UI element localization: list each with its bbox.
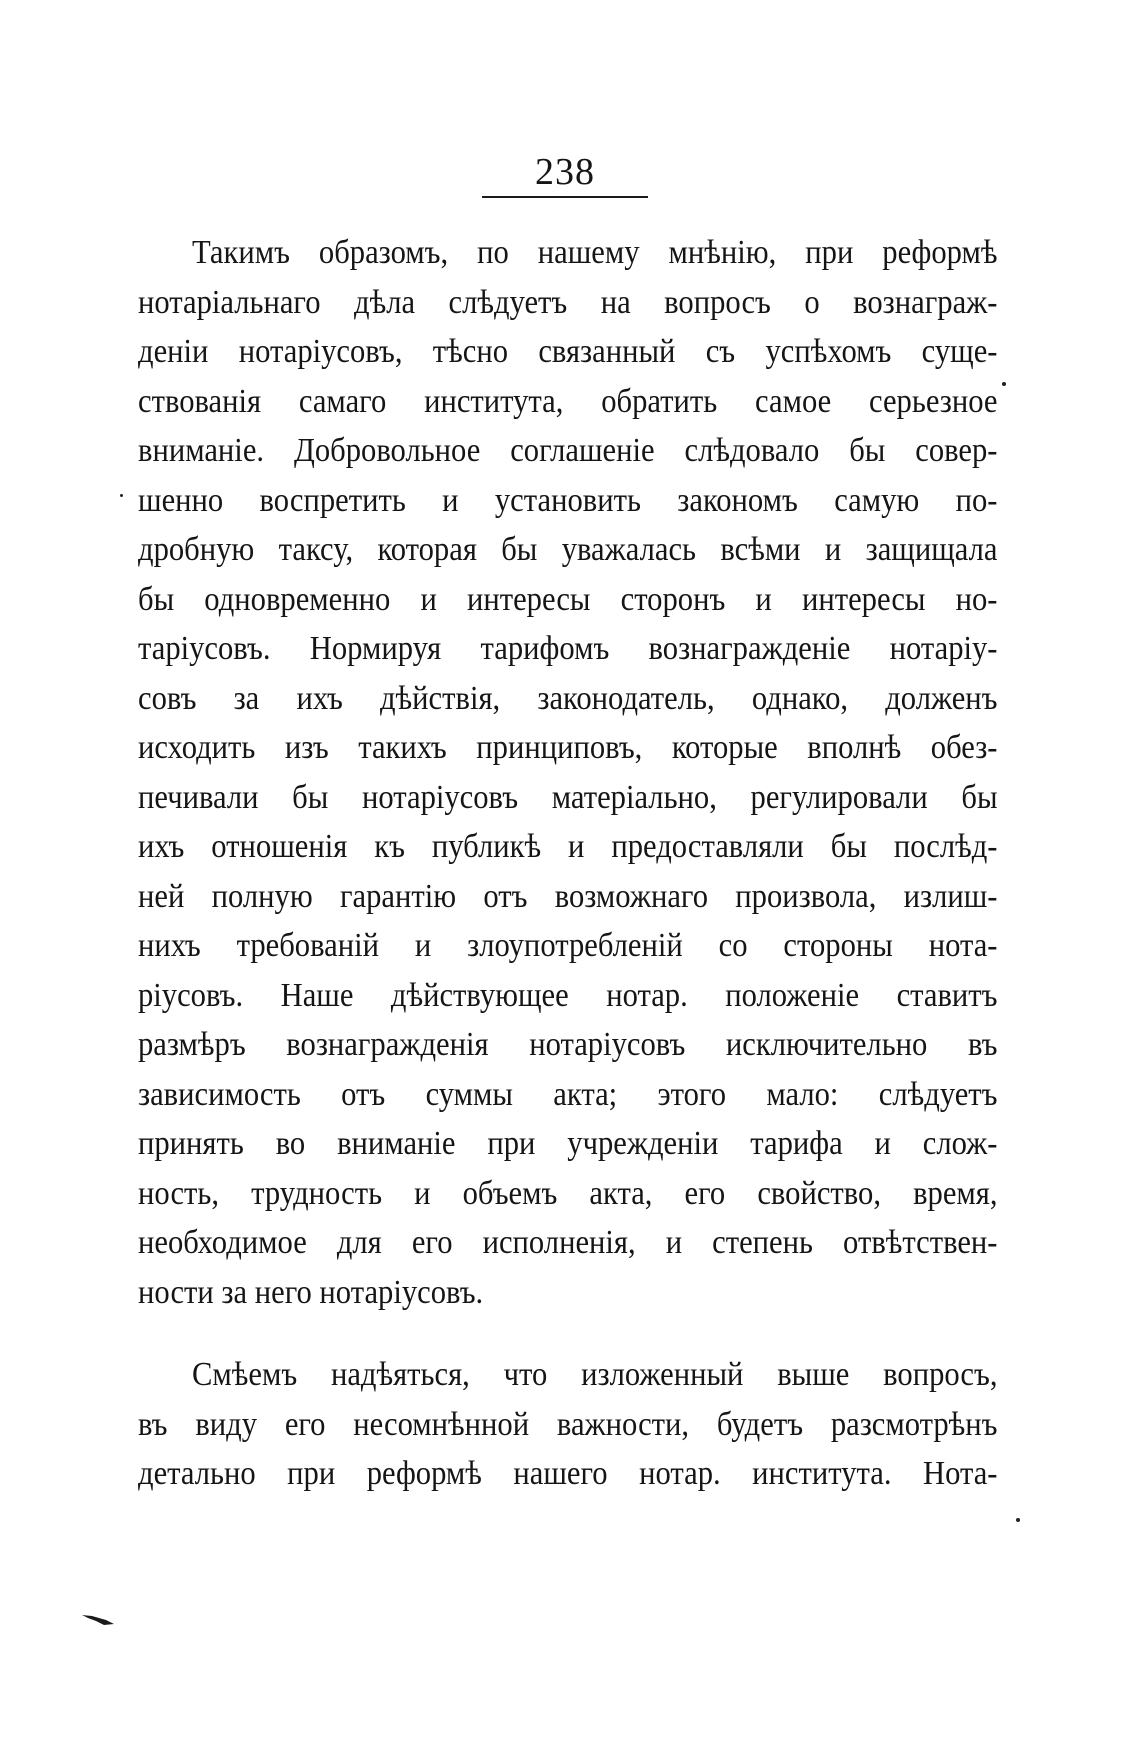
text-line: необходимое для его исполненія, и степень отвѣтствен- <box>138 1224 998 1261</box>
text-line: печивали бы нотаріусовъ матеріально, регулировали бы <box>138 778 998 816</box>
text-line: зависимость отъ суммы акта; этого мало: слѣдуетъ <box>138 1075 998 1113</box>
text-line: ней полную гарантію отъ возможнаго произвола, излиш- <box>138 877 998 915</box>
text-line: въ виду его несомнѣнной важности, будетъ разсмотрѣнъ <box>138 1405 998 1443</box>
scan-speck <box>1016 1518 1020 1522</box>
page-number-rule <box>482 196 648 198</box>
text-line: нихъ требованій и злоупотребленій со стороны нота- <box>138 927 998 964</box>
text-line: принять во вниманіе при учрежденіи тарифа и слож- <box>138 1125 998 1162</box>
text-line: вниманіе. Добровольное соглашеніе слѣдовало бы совер- <box>138 432 998 469</box>
text-line: детально при реформѣ нашего нотар. института. Нота- <box>138 1455 998 1492</box>
text-line: бы одновременно и интересы сторонъ и интересы но- <box>138 580 998 618</box>
text-line: дробную таксу, которая бы уважалась всѣми и защищала <box>138 531 998 568</box>
text-line: ность, трудность и объемъ акта, его свойство, время, <box>138 1174 998 1212</box>
text-line: нотаріальнаго дѣла слѣдуетъ на вопросъ о вознаграж- <box>138 283 998 321</box>
text-line: ихъ отношенія къ публикѣ и предоставляли бы послѣд- <box>138 828 998 865</box>
paragraph-1 <box>138 228 998 1317</box>
text-line: размѣръ вознагражденія нотаріусовъ исключительно въ <box>138 1026 998 1063</box>
text-line: ности за него нотаріусовъ. <box>138 1273 484 1311</box>
text-line: ріусовъ. Наше дѣйствующее нотар. положеніе ставитъ <box>138 976 998 1014</box>
text-line: Смѣемъ надѣяться, что изложенный выше вопросъ, <box>192 1356 998 1393</box>
text-line: совъ за ихъ дѣйствія, законодатель, однако, долженъ <box>138 679 998 717</box>
text-line: шенно воспретить и установить закономъ самую по- <box>138 481 998 519</box>
text-line: таріусовъ. Нормируя тарифомъ вознагражденіе нотаріу- <box>138 630 998 667</box>
text-line: деніи нотаріусовъ, тѣсно связанный съ успѣхомъ суще- <box>138 333 998 370</box>
paragraph-2 <box>138 1350 998 1499</box>
text-line: Такимъ образомъ, по нашему мнѣнію, при реформѣ <box>192 234 998 271</box>
scan-speck <box>1002 382 1006 386</box>
page-number: 238 <box>535 151 595 193</box>
text-line: исходить изъ такихъ принциповъ, которые вполнѣ обез- <box>138 729 998 766</box>
text-line: ствованія самаго института, обратить самое серьезное <box>138 382 998 420</box>
ink-blot-mark <box>82 1612 116 1626</box>
scan-speck <box>120 494 123 497</box>
